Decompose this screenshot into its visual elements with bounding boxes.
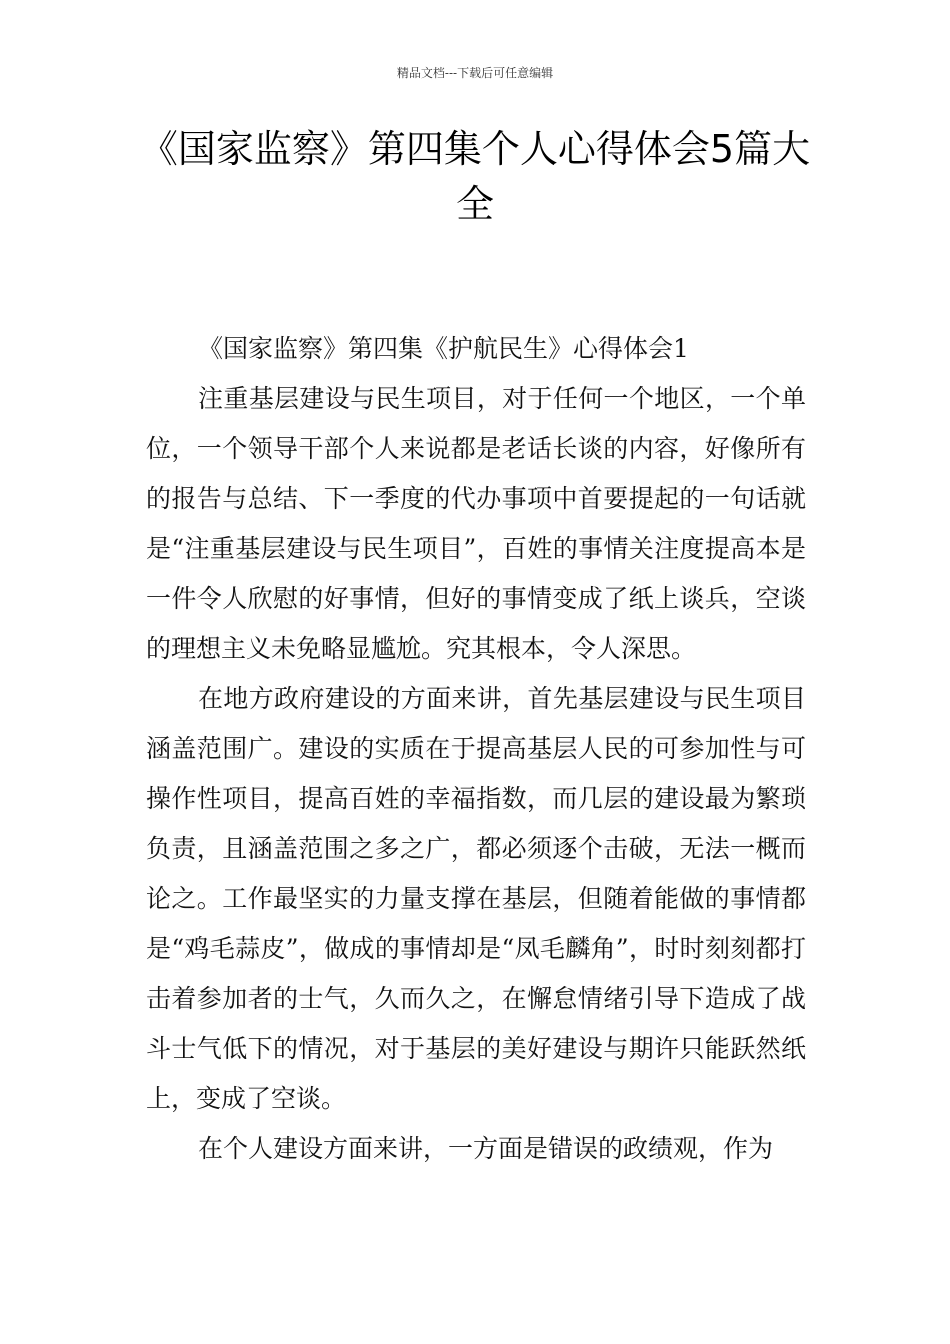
- body-paragraph-3: 在个人建设方面来讲，一方面是错误的政绩观，作为: [198, 1134, 774, 1163]
- body-paragraph-1: 注重基层建设与民生项目，对于任何一个地区，一个单位，一个领导干部个人来说都是老话长谈的内容，好像所有的报告与总结、下一季度的代办事项中首要提起的一句话就是“注重基层建设与民生项目”，百姓的事情关注度提高本是一件令人欣慰的好事情，但好的事情变成了纸上谈兵，空谈的理想主义未免略显尴尬。究其根本，令人深思。: [146, 384, 806, 663]
- document-body: [146, 324, 806, 1174]
- document-title: 《国家监察》第四集个人心得体会5篇大全: [139, 127, 811, 226]
- section-subheading: 《国家监察》第四集《护航民生》心得体会1: [198, 334, 689, 363]
- page-header-note: 精品文档---下载后可任意编辑: [396, 66, 554, 80]
- body-paragraph-2: 在地方政府建设的方面来讲，首先基层建设与民生项目涵盖范围广。建设的实质在于提高基层人民的可参加性与可操作性项目，提高百姓的幸福指数，而几层的建设最为繁琐负责，且涵盖范围之多之广，都必须逐个击破，无法一概而论之。工作最坚实的力量支撑在基层，但随着能做的事情都是“鸡毛蒜皮”，做成的事情却是“凤毛麟角”，时时刻刻都打击着参加者的士气，久而久之，在懈怠情绪引导下造成了战斗士气低下的情况，对于基层的美好建设与期许只能跃然纸上，变成了空谈。: [146, 684, 806, 1113]
